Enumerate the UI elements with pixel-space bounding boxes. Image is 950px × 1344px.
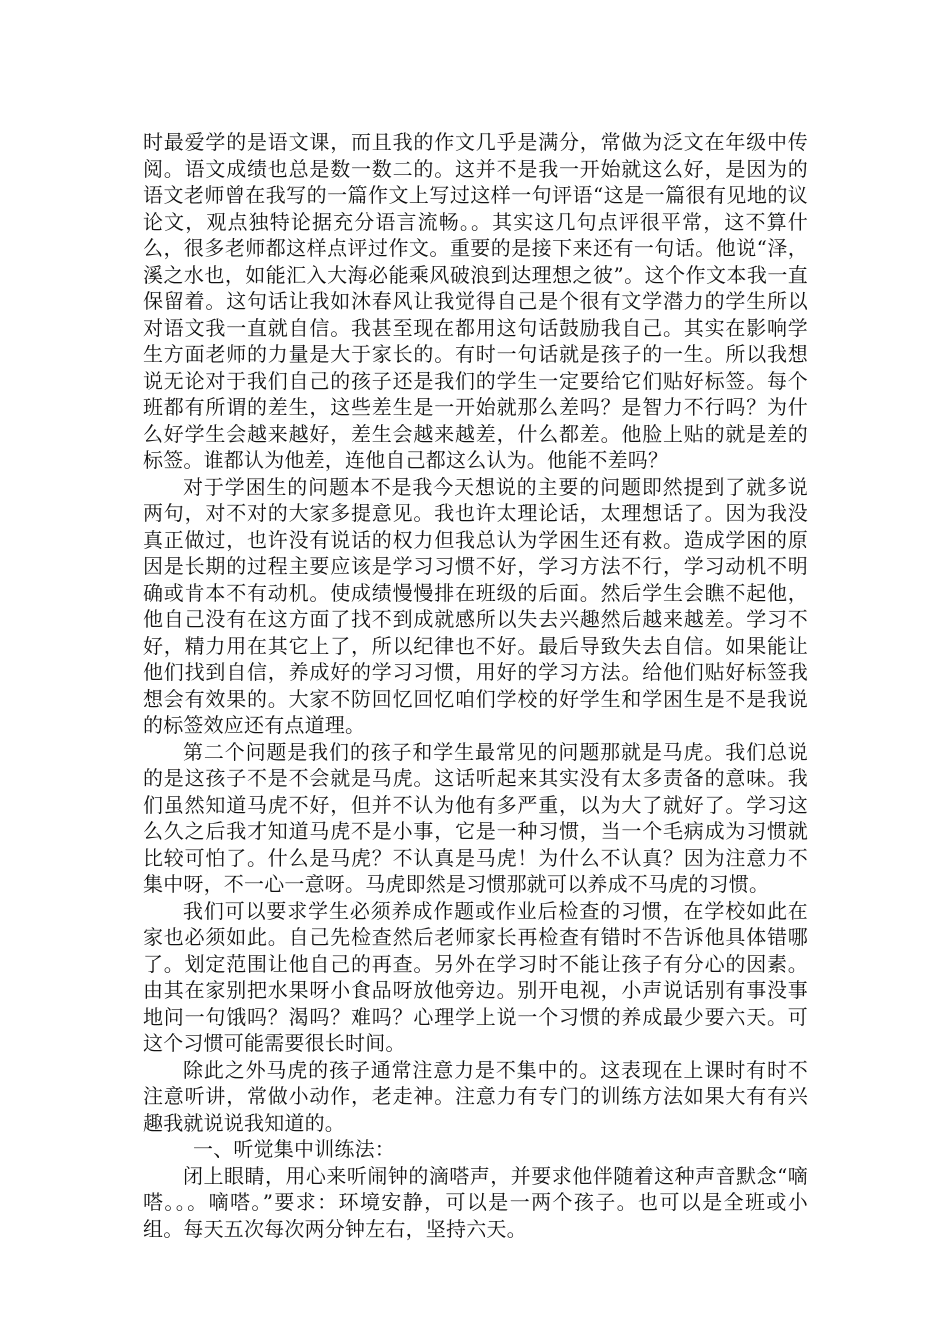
paragraph-checking-habit: 我们可以要求学生必须养成作题或作业后检查的习惯，在学校如此在家也必须如此。自己先检查然后老师家长再检查有错时不告诉他具体错哪了。划定范围让他自己的再查。另外在学习时不能让孩子有分心的因素。由其在家别把水果呀小食品呀放他旁边。别开电视，小声说话别有事没事地问一句饿吗？渴吗？难吗？心理学上说一个习惯的养成最少要六天。可这个习惯可能需要很长时间。 — [143, 898, 808, 1055]
section-heading-listening-training: 一、听觉集中训练法： — [193, 1137, 395, 1161]
paragraph-listening-method: 闭上眼睛，用心来听闹钟的滴嗒声，并要求他伴随着这种声音默念“嘀嗒。。。嘀嗒。”要求：环境安静，可以是一两个孩子。也可以是全班或小组。每天五次每次两分钟左右，坚持六天。 — [143, 1163, 808, 1241]
paragraph-continuation: 时最爱学的是语文课，而且我的作文几乎是满分，常做为泛文在年级中传阅。语文成绩也总是数一数二的。这并不是我一开始就这么好，是因为的语文老师曾在我写的一篇作文上写过这样一句评语“这是一篇很有见地的议论文，观点独特论据充分语言流畅。。其实这几句点评很平常，这不算什么，很多老师都这样点评过作文。重要的是接下来还有一句话。他说“泽，溪之水也，如能汇入大海必能乘风破浪到达理想之彼”。这个作文本我一直保留着。这句话让我如沐春风让我觉得自己是个很有文学潜力的学生所以对语文我一直就自信。我甚至现在都用这句话鼓励我自己。其实在影响学生方面老师的力量是大于家长的。有时一句话就是孩子的一生。所以我想说无论对于我们自己的孩子还是我们的学生一定要给它们贴好标签。每个班都有所谓的差生，这些差生是一开始就那么差吗？是智力不行吗？为什么好学生会越来越好，差生会越来越差，什么都差。他脸上贴的就是差的标签。谁都认为他差，连他自己都这么认为。他能不差吗？ — [143, 130, 808, 472]
paragraph-attention: 除此之外马虎的孩子通常注意力是不集中的。这表现在上课时有时不注意听讲，常做小动作，老走神。注意力有专门的训练方法如果大有有兴趣我就说说我知道的。 — [143, 1057, 808, 1135]
paragraph-struggling-students: 对于学困生的问题本不是我今天想说的主要的问题即然提到了就多说两句，对不对的大家多提意见。我也许太理论话，太理想话了。因为我没真正做过，也许没有说话的权力但我总认为学困生还有救。造成学困的原因是长期的过程主要应该是学习习惯不好，学习方法不行，学习动机不明确或肯本不有动机。使成绩慢慢排在班级的后面。然后学生会瞧不起他，他自己没有在这方面了找不到成就感所以失去兴趣然后越来越差。学习不好，精力用在其它上了，所以纪律也不好。最后导致失去自信。如果能让他们找到自信，养成好的学习习惯，用好的学习方法。给他们贴好标签我想会有效果的。大家不防回忆回忆咱们学校的好学生和学困生是不是我说的标签效应还有点道理。 — [143, 474, 808, 737]
paragraph-carelessness: 第二个问题是我们的孩子和学生最常见的问题那就是马虎。我们总说的是这孩子不是不会就是马虎。这话听起来其实没有太多责备的意味。我们虽然知道马虎不好，但并不认为他有多严重，以为大了就好了。学习这么久之后我才知道马虎不是小事，它是一种习惯，当一个毛病成为习惯就比较可怕了。什么是马虎？不认真是马虎！为什么不认真？因为注意力不集中呀，不一心一意呀。马虎即然是习惯那就可以养成不马虎的习惯。 — [143, 739, 808, 896]
document-body — [143, 129, 808, 1242]
